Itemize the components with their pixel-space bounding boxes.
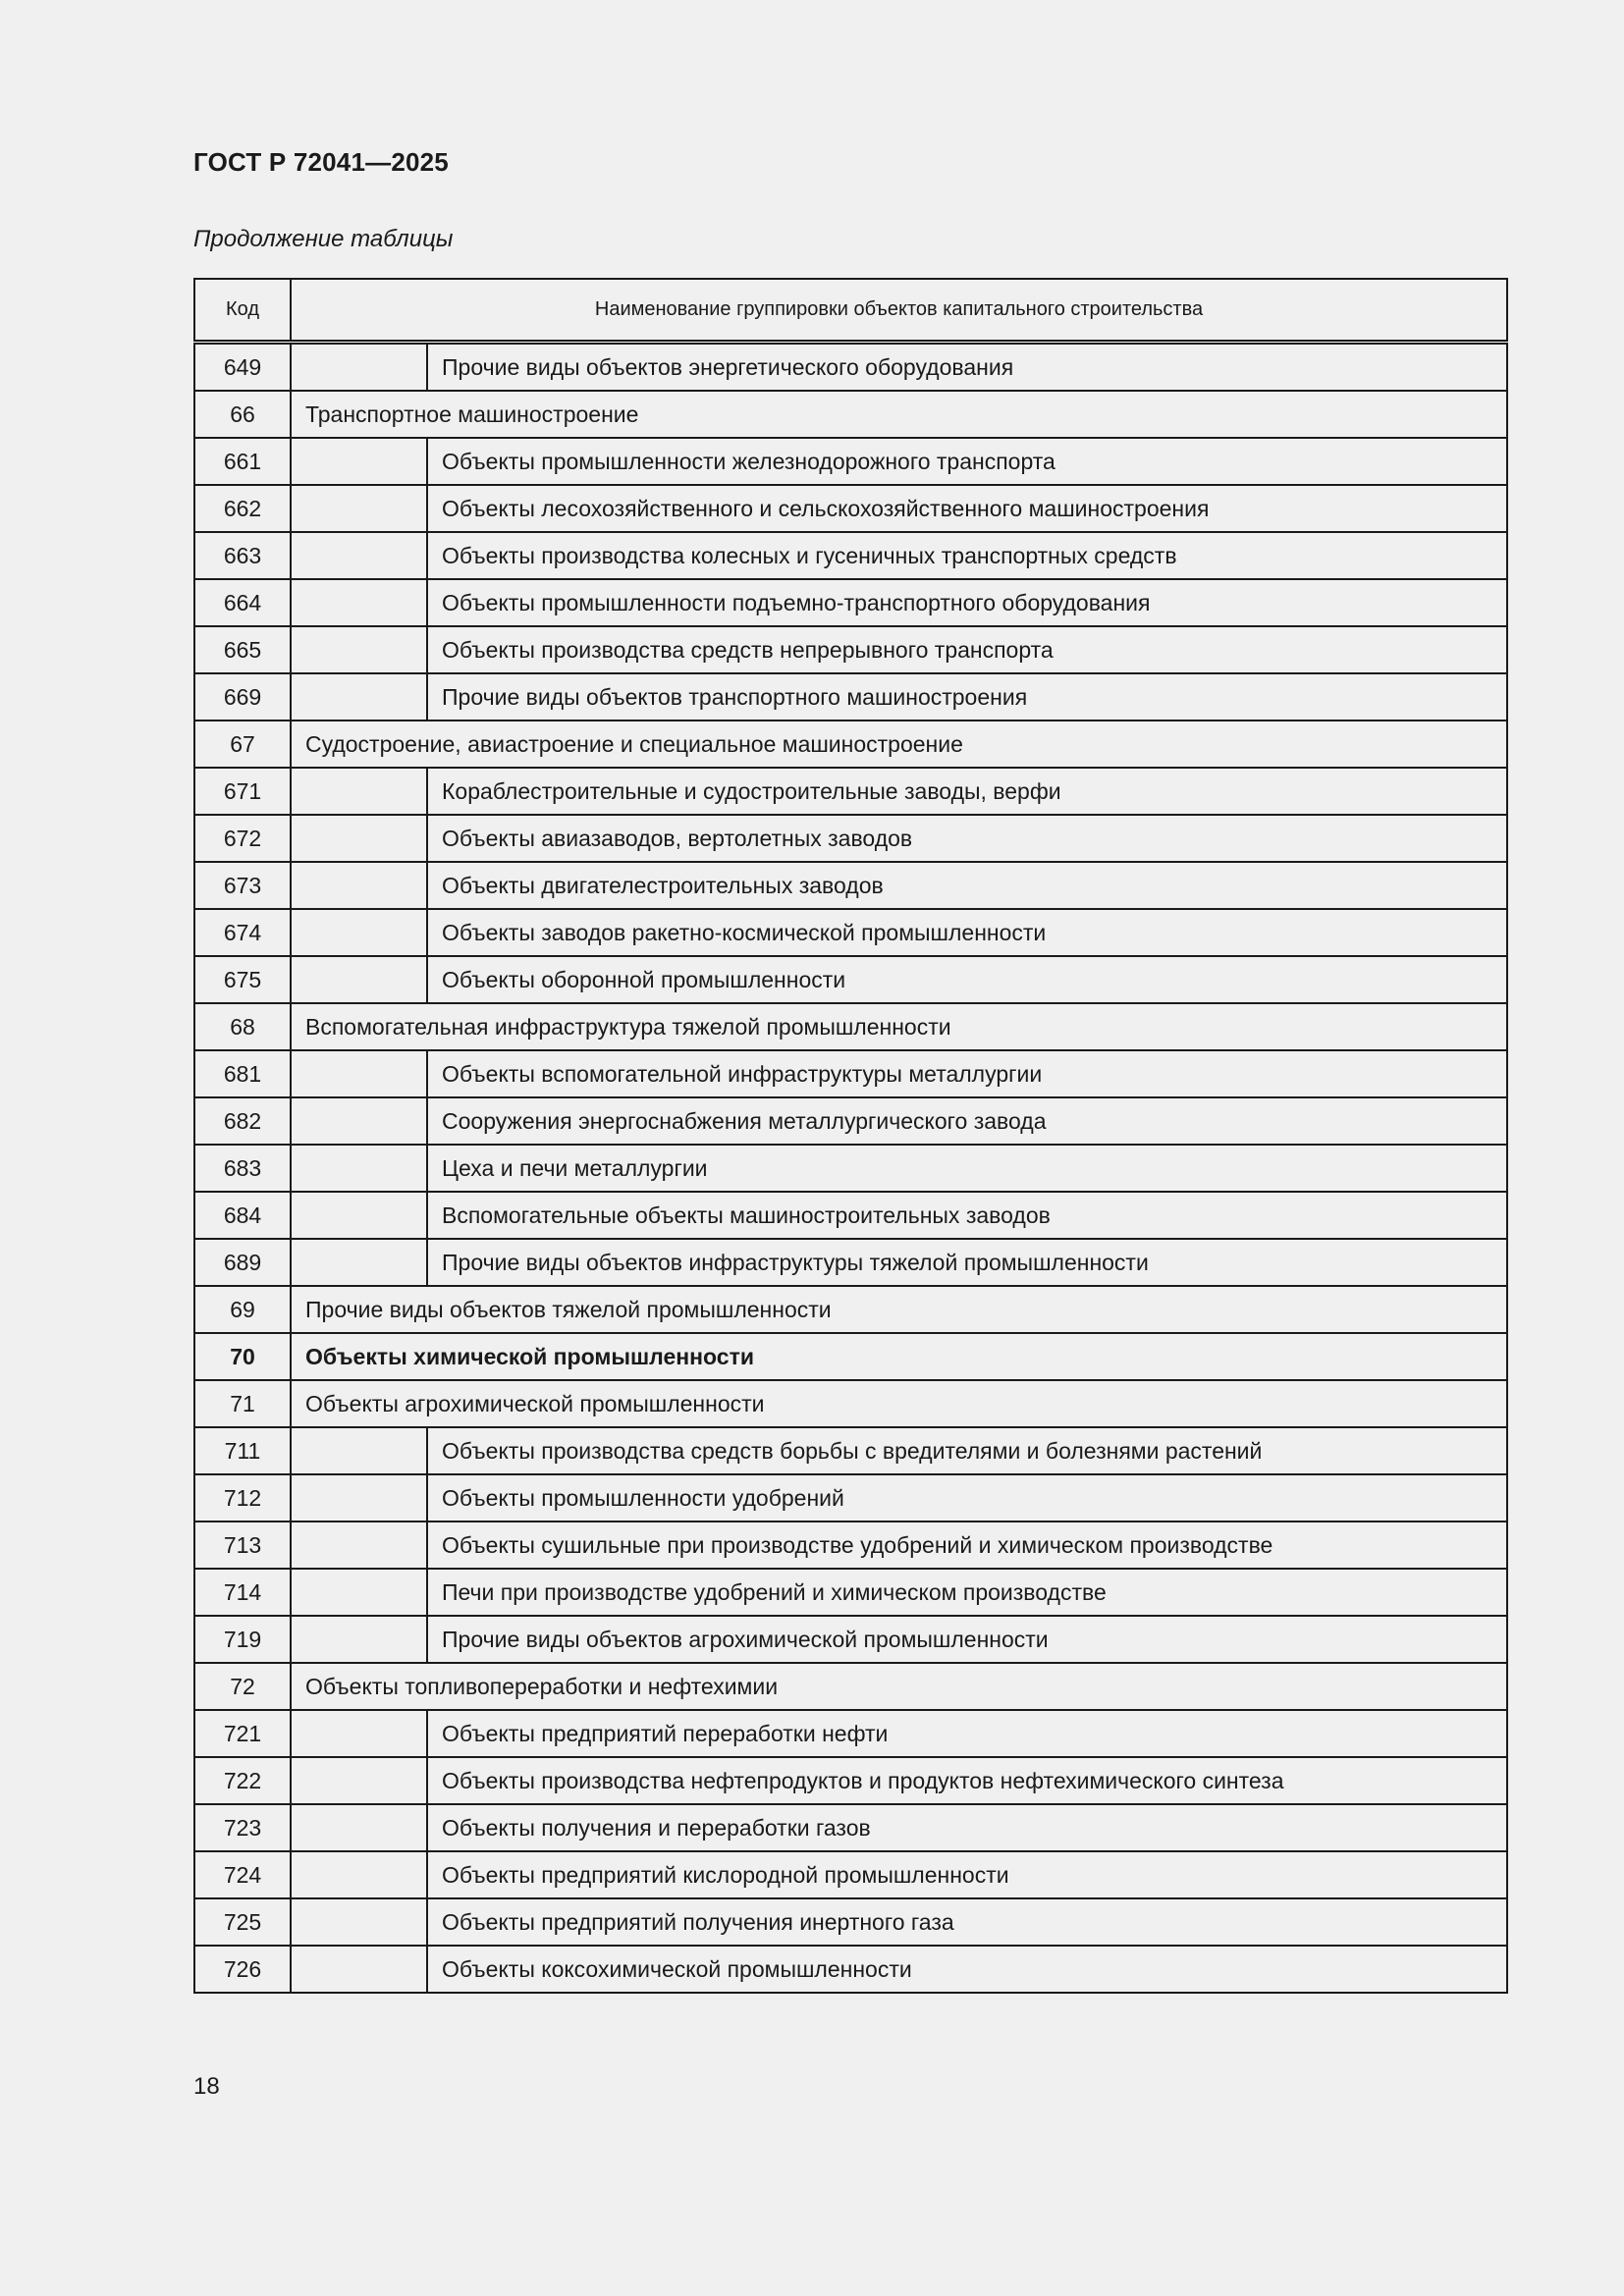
indent-cell: [291, 1474, 427, 1522]
table-row: [194, 1474, 1507, 1522]
row-name: Объекты оборонной промышленности: [427, 956, 1507, 1003]
row-code: 682: [194, 1097, 291, 1145]
table-row: [194, 485, 1507, 532]
classification-table: [193, 278, 1508, 1994]
table-row: [194, 1239, 1507, 1286]
row-name: Объекты авиазаводов, вертолетных заводов: [427, 815, 1507, 862]
row-code: 662: [194, 485, 291, 532]
indent-cell: [291, 1851, 427, 1898]
row-code: 689: [194, 1239, 291, 1286]
row-code: 683: [194, 1145, 291, 1192]
column-header-code: Код: [194, 279, 291, 343]
indent-cell: [291, 532, 427, 579]
page-number: 18: [193, 2073, 220, 2100]
indent-cell: [291, 909, 427, 956]
row-name: Кораблестроительные и судостроительные заводы, верфи: [427, 768, 1507, 815]
row-code: 68: [194, 1003, 291, 1050]
row-code: 672: [194, 815, 291, 862]
row-name: Объекты производства колесных и гусеничных транспортных средств: [427, 532, 1507, 579]
row-name: Объекты вспомогательной инфраструктуры металлургии: [427, 1050, 1507, 1097]
indent-cell: [291, 673, 427, 721]
row-name: Судостроение, авиастроение и специальное машиностроение: [291, 721, 1507, 768]
row-code: 723: [194, 1804, 291, 1851]
row-code: 725: [194, 1898, 291, 1946]
table-row: [194, 1804, 1507, 1851]
row-name: Прочие виды объектов инфраструктуры тяжелой промышленности: [427, 1239, 1507, 1286]
row-code: 674: [194, 909, 291, 956]
row-name: Объекты двигателестроительных заводов: [427, 862, 1507, 909]
row-name: Печи при производстве удобрений и химическом производстве: [427, 1569, 1507, 1616]
indent-cell: [291, 1427, 427, 1474]
row-code: 671: [194, 768, 291, 815]
table-row: [194, 1663, 1507, 1710]
table-row: [194, 1522, 1507, 1569]
row-name: Объекты промышленности железнодорожного транспорта: [427, 438, 1507, 485]
row-name: Объекты сушильные при производстве удобрений и химическом производстве: [427, 1522, 1507, 1569]
row-name: Цеха и печи металлургии: [427, 1145, 1507, 1192]
table-row: [194, 1569, 1507, 1616]
table-row: [194, 1050, 1507, 1097]
row-code: 649: [194, 343, 291, 392]
row-name: Объекты лесохозяйственного и сельскохозяйственного машиностроения: [427, 485, 1507, 532]
row-name: Транспортное машиностроение: [291, 391, 1507, 438]
table-row: [194, 1710, 1507, 1757]
row-code: 69: [194, 1286, 291, 1333]
document-title: ГОСТ Р 72041—2025: [193, 147, 449, 177]
row-name: Вспомогательные объекты машиностроительных заводов: [427, 1192, 1507, 1239]
row-code: 681: [194, 1050, 291, 1097]
table-row: [194, 1333, 1507, 1380]
row-name: Прочие виды объектов транспортного машиностроения: [427, 673, 1507, 721]
indent-cell: [291, 1616, 427, 1663]
row-code: 721: [194, 1710, 291, 1757]
row-code: 661: [194, 438, 291, 485]
table-row: [194, 391, 1507, 438]
row-name: Прочие виды объектов энергетического оборудования: [427, 343, 1507, 392]
indent-cell: [291, 815, 427, 862]
row-name: Объекты производства средств борьбы с вредителями и болезнями растений: [427, 1427, 1507, 1474]
table-row: [194, 1427, 1507, 1474]
row-code: 711: [194, 1427, 291, 1474]
row-code: 70: [194, 1333, 291, 1380]
row-name: Объекты получения и переработки газов: [427, 1804, 1507, 1851]
row-code: 722: [194, 1757, 291, 1804]
row-code: 713: [194, 1522, 291, 1569]
table-row: [194, 1757, 1507, 1804]
indent-cell: [291, 1569, 427, 1616]
table-row: [194, 438, 1507, 485]
table-row: [194, 721, 1507, 768]
table-row: [194, 579, 1507, 626]
indent-cell: [291, 485, 427, 532]
indent-cell: [291, 626, 427, 673]
indent-cell: [291, 1145, 427, 1192]
indent-cell: [291, 1522, 427, 1569]
indent-cell: [291, 1804, 427, 1851]
indent-cell: [291, 956, 427, 1003]
row-code: 669: [194, 673, 291, 721]
row-name: Объекты производства средств непрерывного транспорта: [427, 626, 1507, 673]
row-name: Вспомогательная инфраструктура тяжелой промышленности: [291, 1003, 1507, 1050]
row-name: Объекты заводов ракетно-космической промышленности: [427, 909, 1507, 956]
column-header-name: Наименование группировки объектов капитального строительства: [291, 279, 1507, 343]
table-row: [194, 1946, 1507, 1993]
indent-cell: [291, 1239, 427, 1286]
table-body: [194, 343, 1507, 1994]
row-code: 673: [194, 862, 291, 909]
indent-cell: [291, 343, 427, 392]
table-row: [194, 956, 1507, 1003]
indent-cell: [291, 1050, 427, 1097]
indent-cell: [291, 862, 427, 909]
table-row: [194, 1616, 1507, 1663]
table-row: [194, 626, 1507, 673]
row-name: Прочие виды объектов тяжелой промышленности: [291, 1286, 1507, 1333]
table-row: [194, 909, 1507, 956]
indent-cell: [291, 579, 427, 626]
table-row: [194, 1380, 1507, 1427]
indent-cell: [291, 1898, 427, 1946]
indent-cell: [291, 768, 427, 815]
table-row: [194, 343, 1507, 392]
row-code: 663: [194, 532, 291, 579]
row-code: 724: [194, 1851, 291, 1898]
indent-cell: [291, 1192, 427, 1239]
row-code: 664: [194, 579, 291, 626]
row-code: 719: [194, 1616, 291, 1663]
row-name: Прочие виды объектов агрохимической промышленности: [427, 1616, 1507, 1663]
row-name: Объекты предприятий переработки нефти: [427, 1710, 1507, 1757]
indent-cell: [291, 1710, 427, 1757]
indent-cell: [291, 1757, 427, 1804]
indent-cell: [291, 1097, 427, 1145]
row-code: 665: [194, 626, 291, 673]
row-name: Объекты коксохимической промышленности: [427, 1946, 1507, 1993]
row-code: 67: [194, 721, 291, 768]
table-row: [194, 1851, 1507, 1898]
table-row: [194, 862, 1507, 909]
table-row: [194, 1003, 1507, 1050]
row-code: 72: [194, 1663, 291, 1710]
row-name: Объекты промышленности удобрений: [427, 1474, 1507, 1522]
row-name: Объекты производства нефтепродуктов и продуктов нефтехимического синтеза: [427, 1757, 1507, 1804]
table-row: [194, 815, 1507, 862]
row-name: Объекты промышленности подъемно-транспортного оборудования: [427, 579, 1507, 626]
row-code: 675: [194, 956, 291, 1003]
table-row: [194, 1145, 1507, 1192]
row-code: 66: [194, 391, 291, 438]
row-name: Объекты химической промышленности: [291, 1333, 1507, 1380]
row-code: 712: [194, 1474, 291, 1522]
table-row: [194, 532, 1507, 579]
row-name: Объекты топливопереработки и нефтехимии: [291, 1663, 1507, 1710]
row-name: Сооружения энергоснабжения металлургического завода: [427, 1097, 1507, 1145]
table-row: [194, 1192, 1507, 1239]
row-name: Объекты предприятий получения инертного газа: [427, 1898, 1507, 1946]
table-header-row: [194, 279, 1507, 343]
indent-cell: [291, 438, 427, 485]
table-row: [194, 1097, 1507, 1145]
row-code: 684: [194, 1192, 291, 1239]
table-row: [194, 1286, 1507, 1333]
row-name: Объекты предприятий кислородной промышленности: [427, 1851, 1507, 1898]
row-code: 726: [194, 1946, 291, 1993]
table-row: [194, 1898, 1507, 1946]
indent-cell: [291, 1946, 427, 1993]
row-name: Объекты агрохимической промышленности: [291, 1380, 1507, 1427]
table-row: [194, 768, 1507, 815]
row-code: 71: [194, 1380, 291, 1427]
table-row: [194, 673, 1507, 721]
row-code: 714: [194, 1569, 291, 1616]
table-caption: Продолжение таблицы: [193, 226, 454, 252]
